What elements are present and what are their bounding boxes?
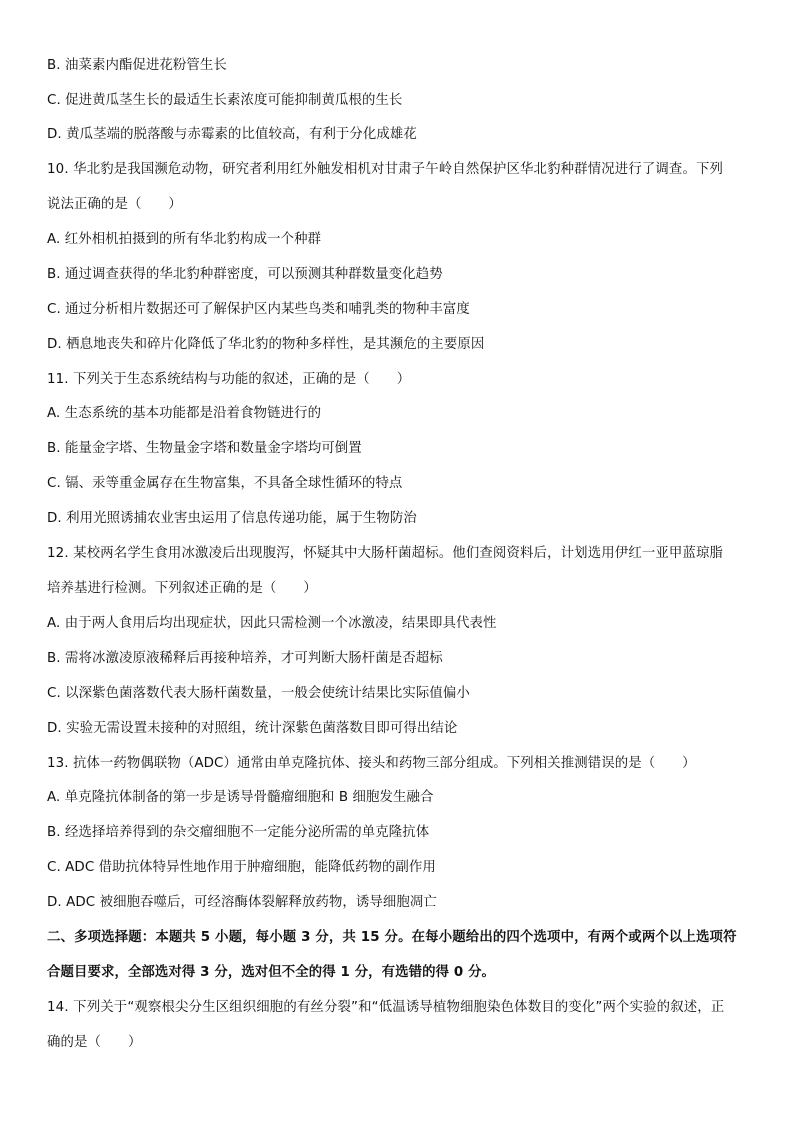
q12-option-a: A. 由于两人食用后均出现症状，因此只需检测一个冰激凌，结果即具代表性: [47, 616, 497, 631]
q9-option-c: C. 促进黄瓜茎生长的最适生长素浓度可能抑制黄瓜根的生长: [47, 93, 403, 108]
q13-stem: 13. 抗体一药物偶联物（ADC）通常由单克隆抗体、接头和药物三部分组成。下列相关推测错误的是（ ）: [47, 756, 696, 771]
q12-option-b: B. 需将冰激凌原液稀释后再接种培养，才可判断大肠杆菌是否超标: [47, 651, 443, 666]
q12-option-d: D. 实验无需设置未接种的对照组，统计深紫色菌落数目即可得出结论: [47, 721, 458, 736]
q14-stem-line-1: 14. 下列关于“观察根尖分生区组织细胞的有丝分裂”和“低温诱导植物细胞染色体数目的变化”两个实验的叙述，正: [47, 1000, 725, 1015]
q13-option-d: D. ADC 被细胞吞噬后，可经溶酶体裂解释放药物，诱导细胞凋亡: [47, 895, 437, 910]
q10-option-c: C. 通过分析相片数据还可了解保护区内某些鸟类和哺乳类的物种丰富度: [47, 302, 470, 317]
q9-option-b: B. 油菜素内酯促进花粉管生长: [47, 58, 227, 73]
q10-stem-line-2: 说法正确的是（ ）: [47, 197, 182, 212]
q10-option-b: B. 通过调查获得的华北豹种群密度，可以预测其种群数量变化趋势: [47, 267, 443, 282]
q10-option-d: D. 栖息地丧失和碎片化降低了华北豹的物种多样性，是其濒危的主要原因: [47, 337, 485, 352]
q9-option-d: D. 黄瓜茎端的脱落酸与赤霉素的比值较高，有利于分化成雄花: [47, 127, 417, 142]
q11-option-a: A. 生态系统的基本功能都是沿着食物链进行的: [47, 406, 322, 421]
q12-stem-line-1: 12. 某校两名学生食用冰激凌后出现腹泻，怀疑其中大肠杆菌超标。他们查阅资料后，计划选用伊红一亚甲蓝琼脂: [47, 546, 724, 561]
q13-option-a: A. 单克隆抗体制备的第一步是诱导骨髓瘤细胞和 B 细胞发生融合: [47, 790, 434, 805]
q11-option-b: B. 能量金字塔、生物量金字塔和数量金字塔均可倒置: [47, 441, 362, 456]
q13-option-c: C. ADC 借助抗体特异性地作用于肿瘤细胞，能降低药物的副作用: [47, 860, 436, 875]
q13-option-b: B. 经选择培养得到的杂交瘤细胞不一定能分泌所需的单克隆抗体: [47, 825, 430, 840]
q10-stem-line-1: 10. 华北豹是我国濒危动物，研究者利用红外触发相机对甘肃子午岭自然保护区华北豹种群情况进行了调查。下列: [47, 162, 724, 177]
q12-stem-line-2: 培养基进行检测。下列叙述正确的是（ ）: [47, 581, 317, 596]
q14-stem-line-2: 确的是（ ）: [47, 1035, 142, 1050]
q11-stem: 11. 下列关于生态系统结构与功能的叙述，正确的是（ ）: [47, 372, 411, 387]
q10-option-a: A. 红外相机拍摄到的所有华北豹构成一个种群: [47, 232, 322, 247]
q11-option-d: D. 利用光照诱捕农业害虫运用了信息传递功能，属于生物防治: [47, 511, 417, 526]
q11-option-c: C. 镉、汞等重金属存在生物富集，不具备全球性循环的特点: [47, 476, 403, 491]
section-heading-line-1: 二、多项选择题：本题共 5 小题，每小题 3 分，共 15 分。在每小题给出的四个选项中，有两个或两个以上选项符: [47, 930, 737, 945]
q12-option-c: C. 以深紫色菌落数代表大肠杆菌数量，一般会使统计结果比实际值偏小: [47, 686, 470, 701]
section-heading-line-2: 合题目要求，全部选对得 3 分，选对但不全的得 1 分，有选错的得 0 分。: [47, 965, 496, 980]
